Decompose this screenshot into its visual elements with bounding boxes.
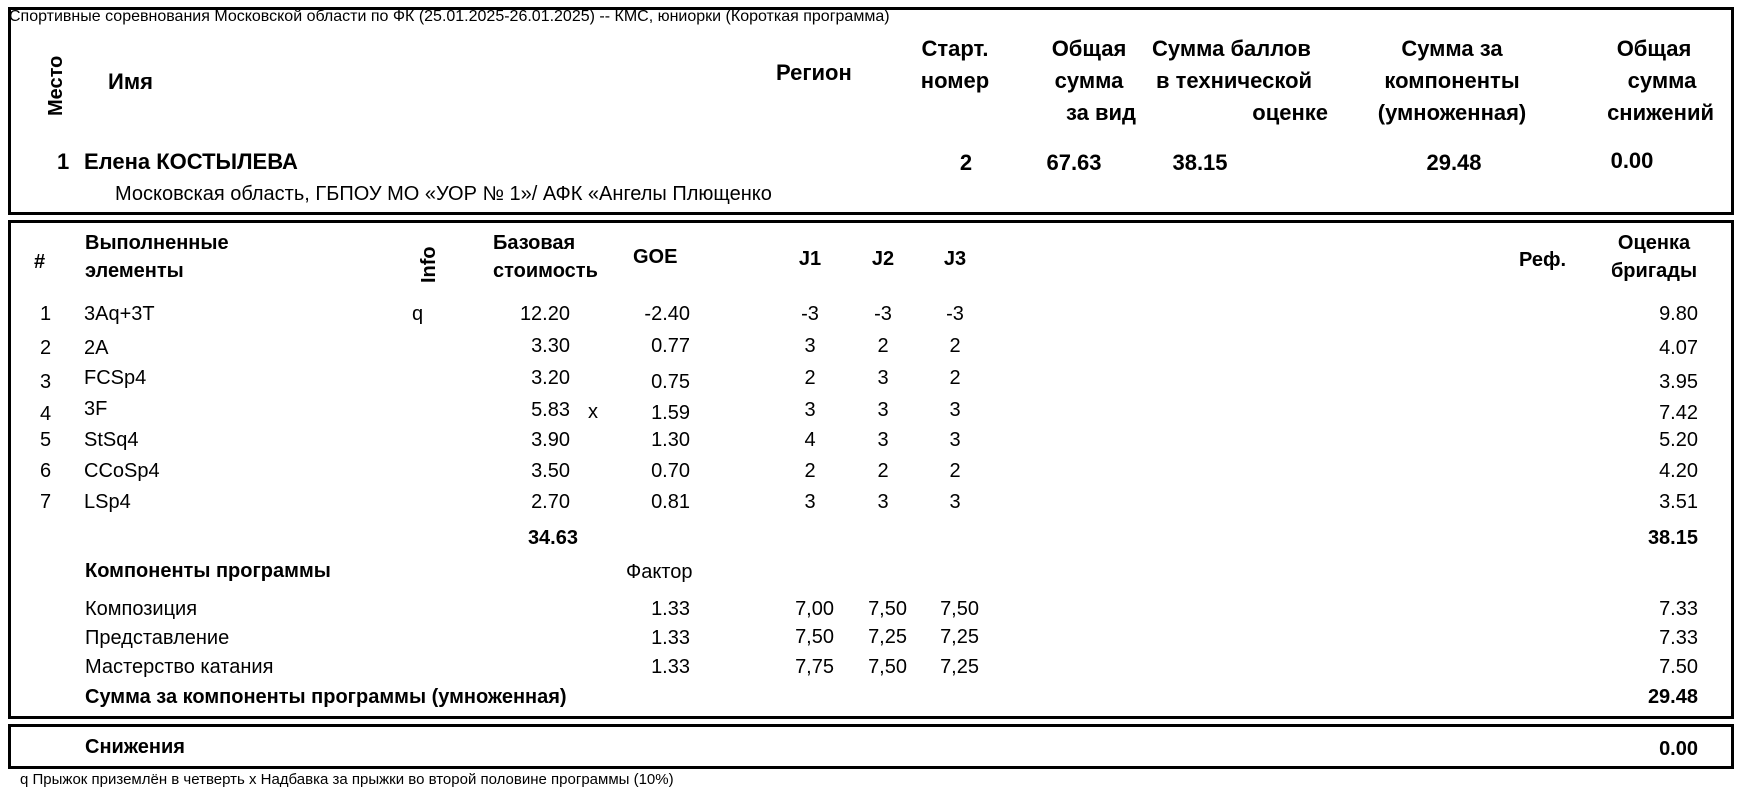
components-total-value: 29.48 <box>1647 686 1698 708</box>
event-title: Спортивные соревнования Московской области по ФК (25.01.2025-26.01.2025) -- КМС, юниорки (Короткая программа) <box>9 8 890 25</box>
header-total-score: Общая сумма за вид <box>1051 36 1136 125</box>
header-tes: Сумма баллов в технической оценке <box>1152 36 1328 125</box>
skater-total-score: 67.63 <box>1046 150 1102 175</box>
elements-header-executed: Выполненные элементы <box>85 232 229 282</box>
components-total-label: Сумма за компоненты программы (умноженная) <box>85 686 567 708</box>
header-start-number: Старт. номер <box>920 36 990 93</box>
elements-total-base: 34.63 <box>527 527 578 549</box>
deductions-value: 0.00 <box>1659 738 1698 760</box>
factor-label: Фактор <box>626 561 693 583</box>
skater-tes: 38.15 <box>1172 150 1228 175</box>
deductions-box <box>8 724 1734 769</box>
elements-header-j1: J1 <box>798 248 822 270</box>
components-header: Компоненты программы <box>85 560 331 582</box>
elements-header-base: Базовая стоимость <box>493 232 598 282</box>
skater-name: Елена КОСТЫЛЕВА <box>84 149 298 174</box>
elements-header-j3: J3 <box>943 248 967 270</box>
header-region: Регион <box>776 60 852 85</box>
deductions-label: Снижения <box>85 736 185 758</box>
skater-start-number: 2 <box>959 150 973 175</box>
skater-place: 1 <box>57 149 70 174</box>
elements-header-info: Info <box>418 246 440 283</box>
header-place: Место <box>45 55 67 116</box>
skater-pcs: 29.48 <box>1426 150 1482 175</box>
header-pcs: Сумма за компоненты (умноженная) <box>1377 36 1527 125</box>
elements-header-num: # <box>34 251 46 273</box>
header-deductions: Общая сумма снижений <box>1607 36 1714 125</box>
elements-header-ref: Реф. <box>1519 249 1567 271</box>
elements-header-panel: Оценка бригады <box>1610 232 1698 282</box>
elements-header-goe: GOE <box>633 246 678 268</box>
footnote: q Прыжок приземлён в четверть x Надбавка за прыжки во второй половине программы (10%) <box>20 771 674 788</box>
elements-total-score: 38.15 <box>1647 527 1698 549</box>
header-name: Имя <box>108 69 153 94</box>
elements-header-j2: J2 <box>871 248 895 270</box>
skater-club: Московская область, ГБПОУ МО «УОР № 1»/ АФК «Ангелы Плющенко <box>115 183 772 205</box>
skater-deductions: 0.00 <box>1610 148 1654 173</box>
